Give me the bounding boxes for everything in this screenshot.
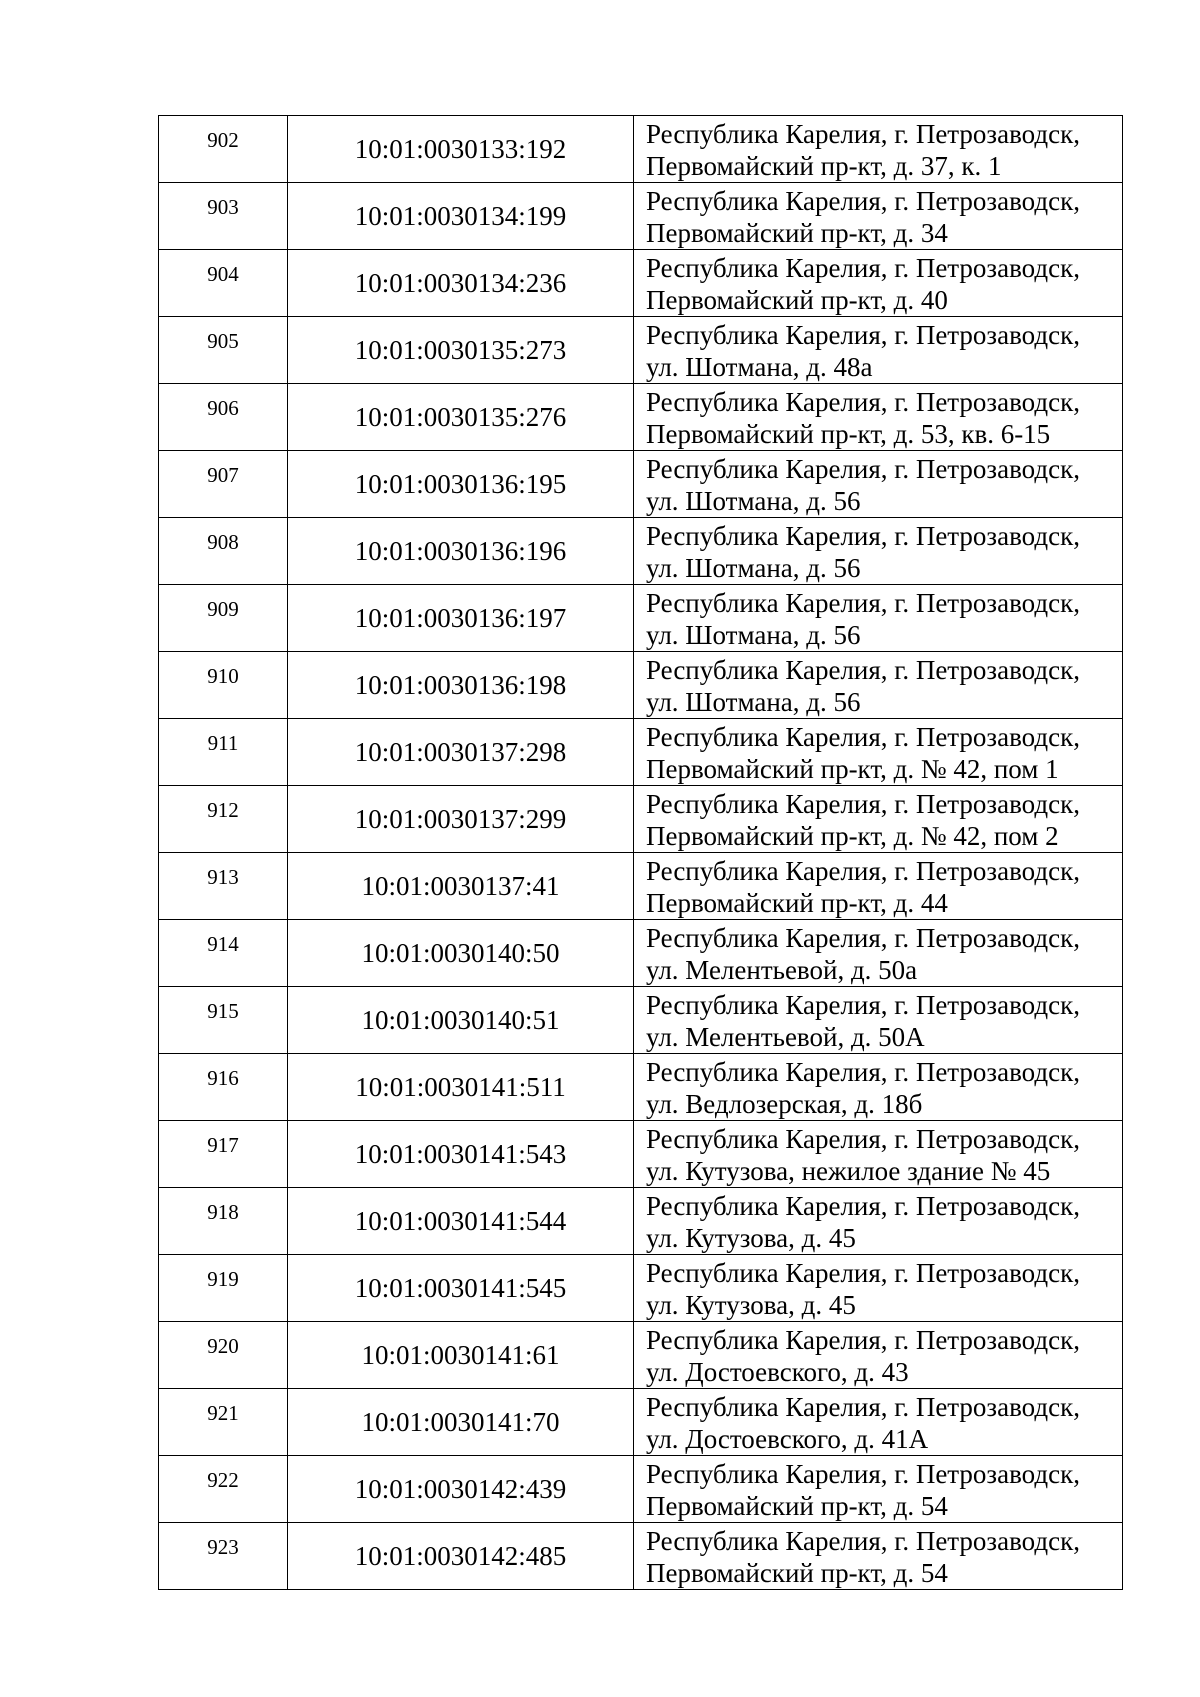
row-number: 917 [159,1121,288,1188]
row-number: 918 [159,1188,288,1255]
address-cell [634,1121,1123,1188]
address-line-2: ул. Шотмана, д. 56 [646,620,861,650]
address-line-1: Республика Карелия, г. Петрозаводск, [646,1124,1080,1154]
address-line-1: Республика Карелия, г. Петрозаводск, [646,1191,1080,1221]
address-cell [634,719,1123,786]
table-row [159,317,1123,384]
address-cell [634,987,1123,1054]
cadastral-number: 10:01:0030141:70 [288,1389,634,1456]
row-number: 902 [159,116,288,183]
table-row [159,451,1123,518]
row-number: 921 [159,1389,288,1456]
row-number: 912 [159,786,288,853]
address-line-2: ул. Достоевского, д. 43 [646,1357,909,1387]
address-line-2: ул. Ведлозерская, д. 18б [646,1089,923,1119]
address-line-2: Первомайский пр-кт, д. 54 [646,1558,948,1588]
cadastral-number: 10:01:0030133:192 [288,116,634,183]
address-cell [634,786,1123,853]
address-line-1: Республика Карелия, г. Петрозаводск, [646,588,1080,618]
parcel-table-body [159,116,1123,1590]
row-number: 923 [159,1523,288,1590]
cadastral-number: 10:01:0030135:276 [288,384,634,451]
address-line-2: Первомайский пр-кт, д. 34 [646,218,948,248]
address-line-1: Республика Карелия, г. Петрозаводск, [646,990,1080,1020]
cadastral-number: 10:01:0030141:544 [288,1188,634,1255]
address-line-2: Первомайский пр-кт, д. № 42, пом 2 [646,821,1059,851]
address-line-2: ул. Мелентьевой, д. 50а [646,955,918,985]
cadastral-number: 10:01:0030137:298 [288,719,634,786]
address-line-1: Республика Карелия, г. Петрозаводск, [646,1258,1080,1288]
address-line-1: Республика Карелия, г. Петрозаводск, [646,320,1080,350]
row-number: 903 [159,183,288,250]
table-row [159,987,1123,1054]
cadastral-number: 10:01:0030141:545 [288,1255,634,1322]
cadastral-number: 10:01:0030141:543 [288,1121,634,1188]
cadastral-number: 10:01:0030134:236 [288,250,634,317]
address-cell [634,920,1123,987]
address-line-1: Республика Карелия, г. Петрозаводск, [646,119,1080,149]
table-row [159,719,1123,786]
address-line-1: Республика Карелия, г. Петрозаводск, [646,923,1080,953]
address-line-1: Республика Карелия, г. Петрозаводск, [646,856,1080,886]
address-line-2: ул. Шотмана, д. 48а [646,352,873,382]
address-line-2: ул. Кутузова, нежилое здание № 45 [646,1156,1051,1186]
address-cell [634,250,1123,317]
cadastral-number: 10:01:0030141:61 [288,1322,634,1389]
table-row [159,1456,1123,1523]
address-line-2: ул. Кутузова, д. 45 [646,1290,856,1320]
address-cell [634,451,1123,518]
address-line-1: Республика Карелия, г. Петрозаводск, [646,1459,1080,1489]
address-line-1: Республика Карелия, г. Петрозаводск, [646,186,1080,216]
row-number: 915 [159,987,288,1054]
row-number: 904 [159,250,288,317]
address-line-1: Республика Карелия, г. Петрозаводск, [646,722,1080,752]
row-number: 909 [159,585,288,652]
table-row [159,518,1123,585]
row-number: 907 [159,451,288,518]
address-line-1: Республика Карелия, г. Петрозаводск, [646,655,1080,685]
table-row [159,116,1123,183]
table-row [159,1255,1123,1322]
cadastral-number: 10:01:0030136:198 [288,652,634,719]
address-line-1: Республика Карелия, г. Петрозаводск, [646,1526,1080,1556]
table-row [159,786,1123,853]
address-line-1: Республика Карелия, г. Петрозаводск, [646,387,1080,417]
table-row [159,1389,1123,1456]
address-line-1: Республика Карелия, г. Петрозаводск, [646,1325,1080,1355]
address-cell [634,183,1123,250]
address-cell [634,1054,1123,1121]
cadastral-number: 10:01:0030135:273 [288,317,634,384]
row-number: 910 [159,652,288,719]
address-line-1: Республика Карелия, г. Петрозаводск, [646,253,1080,283]
address-line-2: Первомайский пр-кт, д. 54 [646,1491,948,1521]
table-row [159,183,1123,250]
row-number: 908 [159,518,288,585]
address-cell [634,1322,1123,1389]
address-line-2: Первомайский пр-кт, д. 37, к. 1 [646,151,1002,181]
cadastral-number: 10:01:0030134:199 [288,183,634,250]
address-cell [634,317,1123,384]
address-line-2: ул. Мелентьевой, д. 50А [646,1022,925,1052]
address-line-2: Первомайский пр-кт, д. № 42, пом 1 [646,754,1059,784]
cadastral-number: 10:01:0030141:511 [288,1054,634,1121]
address-line-2: ул. Достоевского, д. 41А [646,1424,929,1454]
cadastral-number: 10:01:0030136:197 [288,585,634,652]
address-line-1: Республика Карелия, г. Петрозаводск, [646,789,1080,819]
cadastral-number: 10:01:0030136:196 [288,518,634,585]
address-cell [634,1523,1123,1590]
address-cell [634,384,1123,451]
table-row [159,1121,1123,1188]
address-line-1: Республика Карелия, г. Петрозаводск, [646,454,1080,484]
table-row [159,853,1123,920]
address-cell [634,585,1123,652]
address-cell [634,116,1123,183]
address-cell [634,853,1123,920]
row-number: 905 [159,317,288,384]
cadastral-number: 10:01:0030140:51 [288,987,634,1054]
cadastral-number: 10:01:0030137:299 [288,786,634,853]
address-line-2: ул. Шотмана, д. 56 [646,486,861,516]
cadastral-number: 10:01:0030136:195 [288,451,634,518]
row-number: 920 [159,1322,288,1389]
table-row [159,1523,1123,1590]
address-cell [634,1255,1123,1322]
address-line-1: Республика Карелия, г. Петрозаводск, [646,521,1080,551]
table-row [159,652,1123,719]
cadastral-number: 10:01:0030137:41 [288,853,634,920]
address-cell [634,518,1123,585]
address-line-1: Республика Карелия, г. Петрозаводск, [646,1057,1080,1087]
cadastral-number: 10:01:0030142:485 [288,1523,634,1590]
cadastral-number: 10:01:0030140:50 [288,920,634,987]
parcel-table [158,115,1123,1590]
address-line-2: ул. Шотмана, д. 56 [646,553,861,583]
address-line-2: Первомайский пр-кт, д. 40 [646,285,948,315]
table-row [159,920,1123,987]
table-row [159,1054,1123,1121]
table-row [159,384,1123,451]
row-number: 913 [159,853,288,920]
row-number: 922 [159,1456,288,1523]
address-cell [634,1456,1123,1523]
table-row [159,1322,1123,1389]
cadastral-number: 10:01:0030142:439 [288,1456,634,1523]
address-line-2: Первомайский пр-кт, д. 44 [646,888,948,918]
table-row [159,585,1123,652]
row-number: 919 [159,1255,288,1322]
row-number: 906 [159,384,288,451]
row-number: 914 [159,920,288,987]
address-line-2: Первомайский пр-кт, д. 53, кв. 6-15 [646,419,1051,449]
row-number: 916 [159,1054,288,1121]
address-line-2: ул. Кутузова, д. 45 [646,1223,856,1253]
address-cell [634,652,1123,719]
address-line-1: Республика Карелия, г. Петрозаводск, [646,1392,1080,1422]
table-row [159,1188,1123,1255]
row-number: 911 [159,719,288,786]
address-cell [634,1389,1123,1456]
address-line-2: ул. Шотмана, д. 56 [646,687,861,717]
address-cell [634,1188,1123,1255]
table-row [159,250,1123,317]
